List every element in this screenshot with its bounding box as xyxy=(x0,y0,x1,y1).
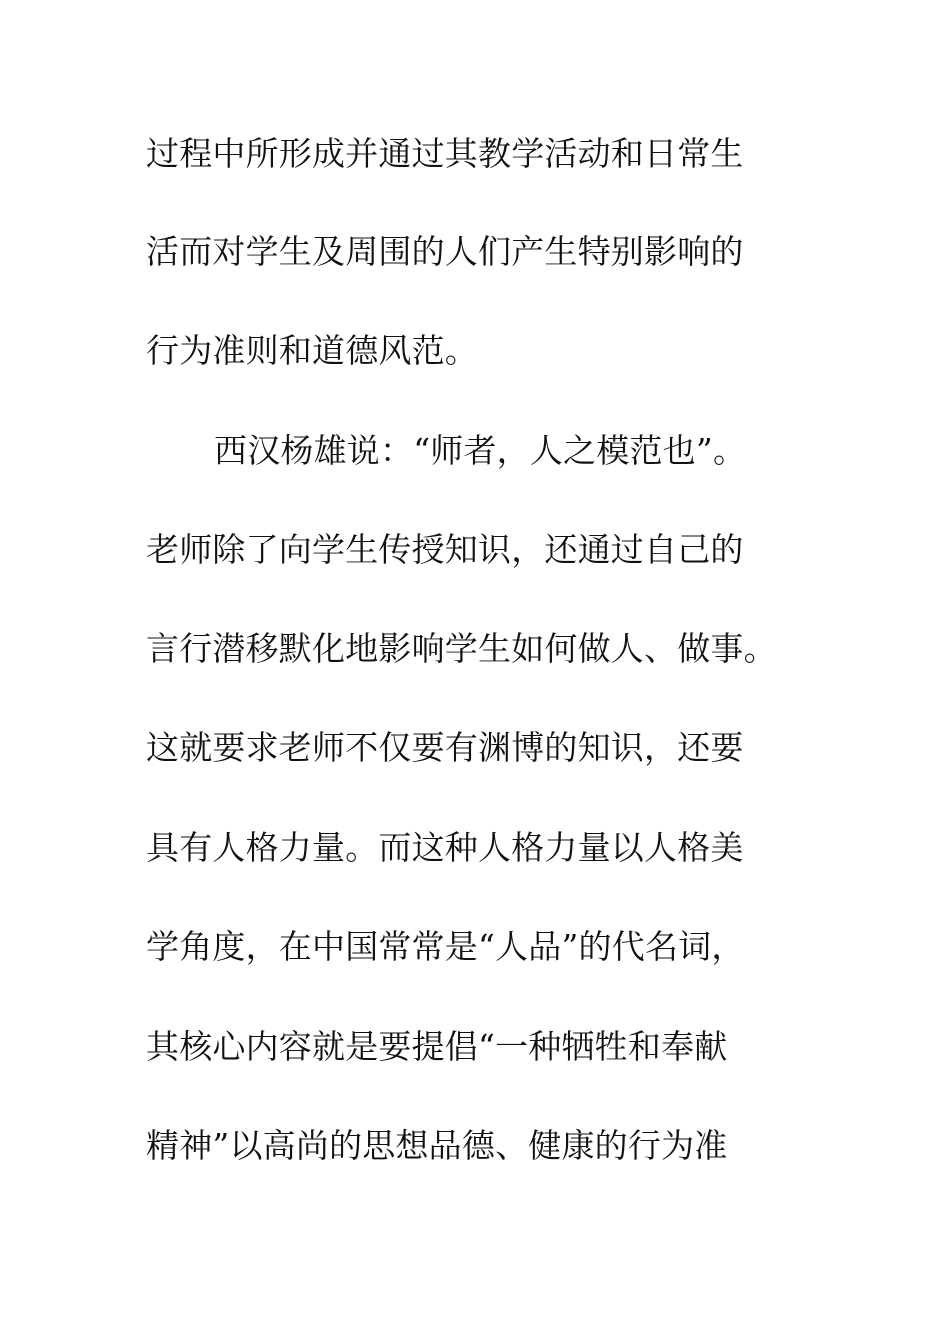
text-line: 这就要求老师不仅要有渊博的知识，还要 xyxy=(146,728,744,767)
text-line: 精神”以高尚的思想品德、健康的行为准 xyxy=(146,1126,728,1165)
paragraph-start-line: 西汉杨雄说：“师者，人之模范也”。 xyxy=(214,431,747,470)
text-line: 活而对学生及周围的人们产生特别影响的 xyxy=(146,232,744,271)
text-line: 学角度，在中国常常是“人品”的代名词， xyxy=(146,927,745,966)
text-line: 言行潜移默化地影响学生如何做人、做事。 xyxy=(146,629,777,668)
text-line: 其核心内容就是要提倡“一种牺牲和奉献 xyxy=(146,1027,728,1066)
text-line: 老师除了向学生传授知识，还通过自己的 xyxy=(146,530,744,569)
text-line: 行为准则和道德风范。 xyxy=(146,331,478,370)
text-line: 具有人格力量。而这种人格力量以人格美 xyxy=(146,828,744,867)
text-line: 过程中所形成并通过其教学活动和日常生 xyxy=(146,134,744,173)
